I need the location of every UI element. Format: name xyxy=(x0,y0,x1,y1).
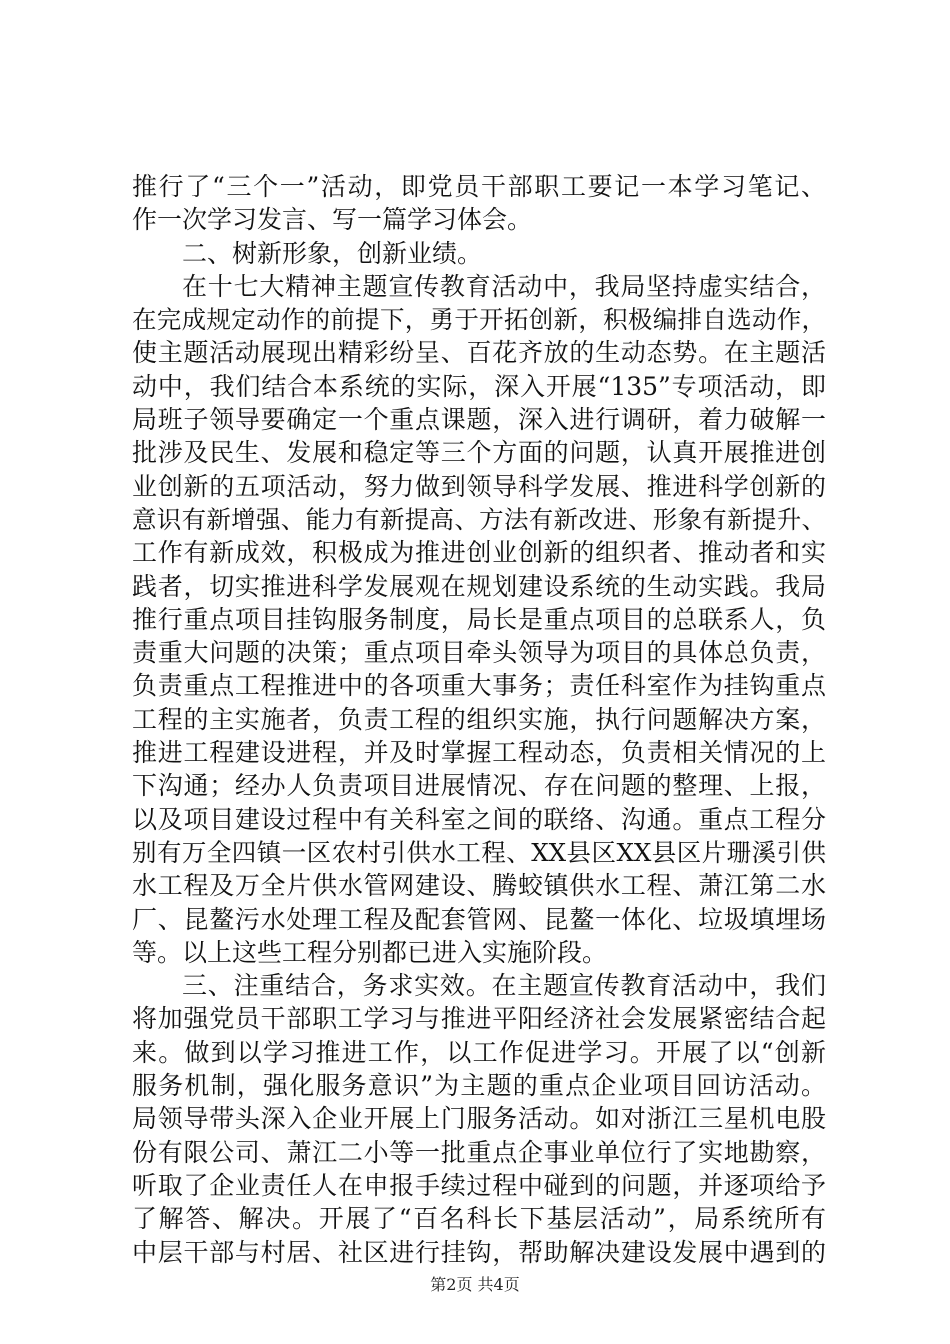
text-line: 意识有新增强、能力有新提高、方法有新改进、形象有新提升、 xyxy=(132,504,826,534)
text-line: 服务机制，强化服务意识”为主题的重点企业项目回访活动。 xyxy=(132,1071,826,1101)
text-line: 践者，切实推进科学发展观在规划建设系统的生动实践。我局 xyxy=(132,571,826,601)
text-line: 作一次学习发言、写一篇学习体会。 xyxy=(132,205,533,235)
text-line: 等。以上这些工程分别都已进入实施阶段。 xyxy=(132,937,608,967)
text-line: 工程的主实施者，负责工程的组织实施，执行问题解决方案， xyxy=(132,704,826,734)
text-line: 动中，我们结合本系统的实际，深入开展“135”专项活动，即 xyxy=(132,371,826,401)
text-line: 责重大问题的决策；重点项目牵头领导为项目的具体总负责， xyxy=(132,638,826,668)
text-line: 使主题活动展现出精彩纷呈、百花齐放的生动态势。在主题活 xyxy=(132,338,826,368)
text-line: 厂、昆鳌污水处理工程及配套管网、昆鳌一体化、垃圾填埋场 xyxy=(132,904,826,934)
text-line: 水工程及万全片供水管网建设、腾蛟镇供水工程、萧江第二水 xyxy=(132,871,826,901)
text-line: 局领导带头深入企业开展上门服务活动。如对浙江三星机电股 xyxy=(132,1104,826,1134)
text-line: 下沟通；经办人负责项目进展情况、存在问题的整理、上报， xyxy=(132,771,826,801)
text-line: 二、树新形象，创新业绩。 xyxy=(182,238,483,268)
text-line: 了解答、解决。开展了“百名科长下基层活动”，局系统所有 xyxy=(132,1204,826,1234)
text-line: 将加强党员干部职工学习与推进平阳经济社会发展紧密结合起 xyxy=(132,1004,826,1034)
document-body xyxy=(132,170,826,1269)
text-line: 别有万全四镇一区农村引供水工程、XX县区XX县区片珊溪引供 xyxy=(132,837,826,867)
text-line: 批涉及民生、发展和稳定等三个方面的问题，认真开展推进创 xyxy=(132,438,826,468)
text-line: 局班子领导要确定一个重点课题，深入进行调研，着力破解一 xyxy=(132,405,826,435)
text-line: 负责重点工程推进中的各项重大事务；责任科室作为挂钩重点 xyxy=(132,671,826,701)
text-line: 三、注重结合，务求实效。在主题宣传教育活动中，我们 xyxy=(182,971,826,1001)
text-line: 中层干部与村居、社区进行挂钩，帮助解决建设发展中遇到的 xyxy=(132,1237,826,1267)
text-line: 份有限公司、萧江二小等一批重点企事业单位行了实地勘察， xyxy=(132,1137,826,1167)
text-line: 听取了企业责任人在申报手续过程中碰到的问题，并逐项给予 xyxy=(132,1170,826,1200)
text-line: 推行重点项目挂钩服务制度，局长是重点项目的总联系人，负 xyxy=(132,604,826,634)
text-line: 在十七大精神主题宣传教育活动中，我局坚持虚实结合， xyxy=(182,271,826,301)
text-line: 推进工程建设进程，并及时掌握工程动态，负责相关情况的上 xyxy=(132,738,826,768)
text-line: 在完成规定动作的前提下，勇于开拓创新，积极编排自选动作， xyxy=(132,305,826,335)
page-footer: 第2页 共4页 xyxy=(430,1275,520,1294)
text-line: 推行了“三个一”活动，即党员干部职工要记一本学习笔记、 xyxy=(132,172,826,201)
text-line: 来。做到以学习推进工作，以工作促进学习。开展了以“创新 xyxy=(132,1037,826,1067)
text-line: 以及项目建设过程中有关科室之间的联络、沟通。重点工程分 xyxy=(132,804,826,834)
text-line: 业创新的五项活动，努力做到领导科学发展、推进科学创新的 xyxy=(132,471,826,501)
text-line: 工作有新成效，积极成为推进创业创新的组织者、推动者和实 xyxy=(132,538,826,568)
